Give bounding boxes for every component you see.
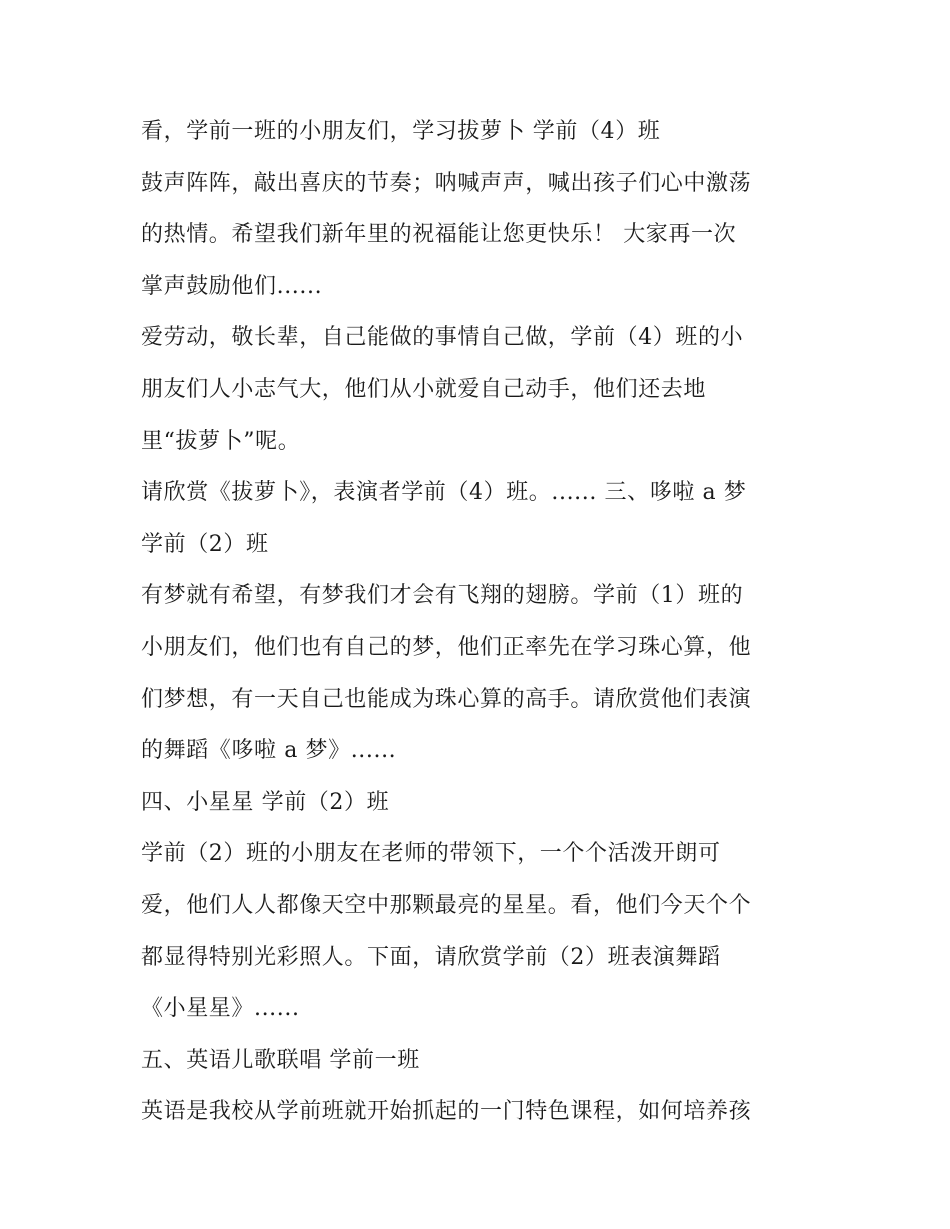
text-line: 英语是我校从学前班就开始抓起的一门特色课程，如何培养孩 — [141, 1099, 752, 1125]
text-line: 爱劳动，敬长辈，自己能做的事情自己做，学前（4）班的小 — [141, 325, 744, 351]
section-heading: 五、英语儿歌联唱 学前一班 — [141, 1047, 420, 1073]
text-line: 里“拔萝卜”呢。 — [141, 428, 301, 454]
section-heading: 四、小星星 学前（2）班 — [141, 789, 390, 815]
text-line: 朋友们人小志气大，他们从小就爱自己动手，他们还去地 — [141, 376, 707, 402]
text-line: 有梦就有希望，有梦我们才会有飞翔的翅膀。学前（1）班的 — [141, 583, 744, 609]
text-line: 《小星星》...... — [141, 996, 300, 1022]
text-line: 的热情。希望我们新年里的祝福能让您更快乐！ 大家再一次 — [141, 222, 737, 248]
text-line: 学前（2）班的小朋友在老师的带领下，一个个活泼开朗可 — [141, 841, 721, 867]
document-body — [141, 106, 841, 1138]
text-line: 们梦想，有一天自己也能成为珠心算的高手。请欣赏他们表演 — [141, 686, 752, 712]
text-line: 爱，他们人人都像天空中那颗最亮的星星。看，他们今天个个 — [141, 892, 752, 918]
text-line: 的舞蹈《哆啦 a 梦》...... — [141, 738, 397, 764]
text-line: 看，学前一班的小朋友们，学习拔萝卜 学前（4）班 — [141, 119, 661, 144]
text-line: 请欣赏《拔萝卜》，表演者学前（4）班。...... 三、哆啦 a 梦 — [141, 480, 747, 506]
text-line: 掌声鼓励他们...... — [141, 273, 323, 299]
text-line: 鼓声阵阵，敲出喜庆的节奏；呐喊声声，喊出孩子们心中激荡 — [141, 170, 752, 196]
text-line: 学前（2）班 — [141, 531, 269, 557]
text-line: 都显得特别光彩照人。下面，请欣赏学前（2）班表演舞蹈 — [141, 944, 721, 970]
text-line: 小朋友们，他们也有自己的梦，他们正率先在学习珠心算，他 — [141, 634, 752, 660]
